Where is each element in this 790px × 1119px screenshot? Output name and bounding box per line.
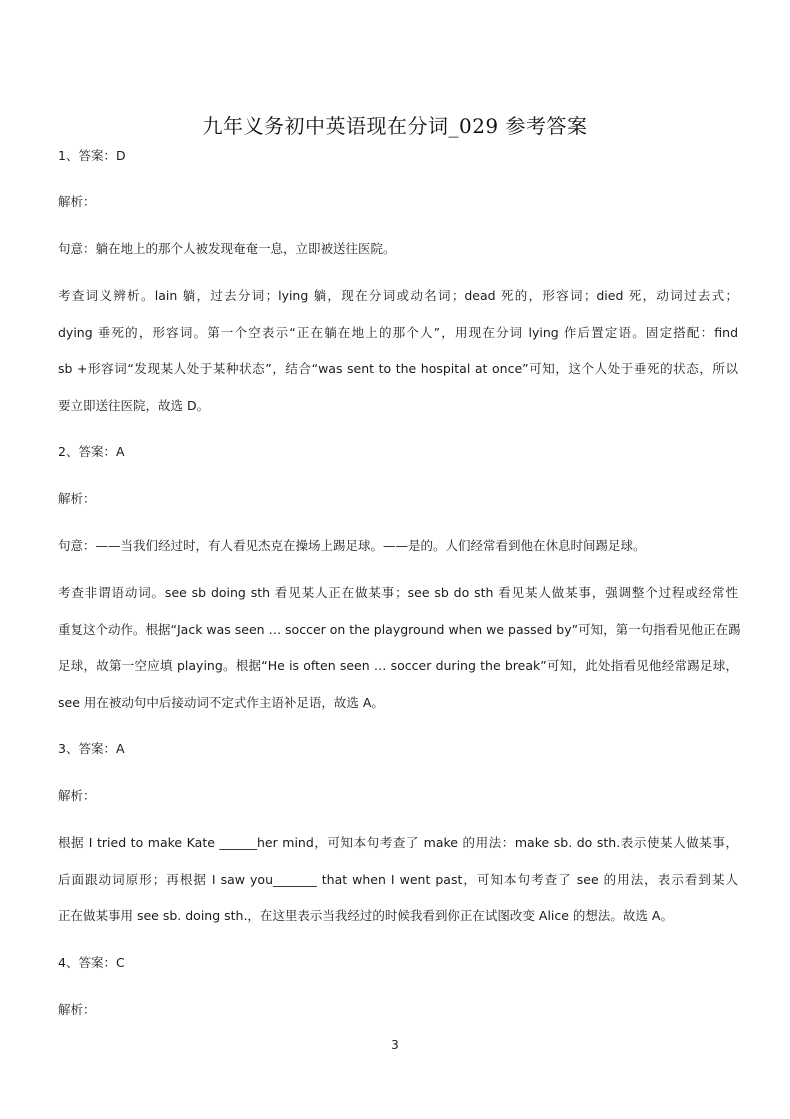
q2-sentence-meaning: 句意：——当我们经过时，有人看见杰克在操场上踢足球。——是的。人们经常看到他在休息时间踢足球。 [58,538,646,553]
q1-analysis-label: 解析： [58,194,96,209]
q1-explanation-line: sb +形容词“发现某人处于某种状态”，结合“was sent to the hospital at once”可知，这个人处于垂死的状态，所以 [58,361,738,376]
q2-analysis-label: 解析： [58,491,96,506]
q2-explanation-line: 足球，故第一空应填 playing。根据“He is often seen … soccer during the break”可知，此处指看见他经常踢足球， [58,658,738,673]
q3-explanation-line: 根据 I tried to make Kate ______her mind，可知本句考查了 make 的用法：make sb. do sth.表示使某人做某事， [58,835,738,850]
q1-explanation-line: 要立即送往医院，故选 D。 [58,398,210,413]
q1-explanation-line: dying 垂死的，形容词。第一个空表示“正在躺在地上的那个人”，用现在分词 lying 作后置定语。固定搭配：find [58,325,738,340]
q2-explanation-line: 重复这个动作。根据“Jack was seen … soccer on the playground when we passed by”可知，第一句指看见他正在踢 [58,622,741,637]
q2-answer: 2、答案：A [58,444,125,459]
page-number: 3 [391,1038,399,1052]
q3-explanation-line: 后面跟动词原形；再根据 I saw you_______ that when I went past，可知本句考查了 see 的用法，表示看到某人 [58,872,738,887]
q4-analysis-label: 解析： [58,1002,96,1017]
q2-explanation-line: see 用在被动句中后接动词不定式作主语补足语，故选 A。 [58,695,384,710]
q1-explanation-line: 考查词义辨析。lain 躺，过去分词；lying 躺，现在分词或动名词；dead 死的，形容词；died 死，动词过去式； [58,288,738,303]
q4-answer: 4、答案：C [58,955,125,970]
q2-explanation-line: 考查非谓语动词。see sb doing sth 看见某人正在做某事；see sb do sth 看见某人做某事，强调整个过程或经常性 [58,585,738,600]
q3-analysis-label: 解析： [58,788,96,803]
q1-answer: 1、答案：D [58,148,126,163]
page-title: 九年义务初中英语现在分词_029 参考答案 [202,114,588,138]
q3-explanation-line: 正在做某事用 see sb. doing sth.，在这里表示当我经过的时候我看到你正在试图改变 Alice 的想法。故选 A。 [58,908,673,923]
q1-sentence-meaning: 句意：躺在地上的那个人被发现奄奄一息，立即被送往医院。 [58,241,396,256]
q3-answer: 3、答案：A [58,741,125,756]
